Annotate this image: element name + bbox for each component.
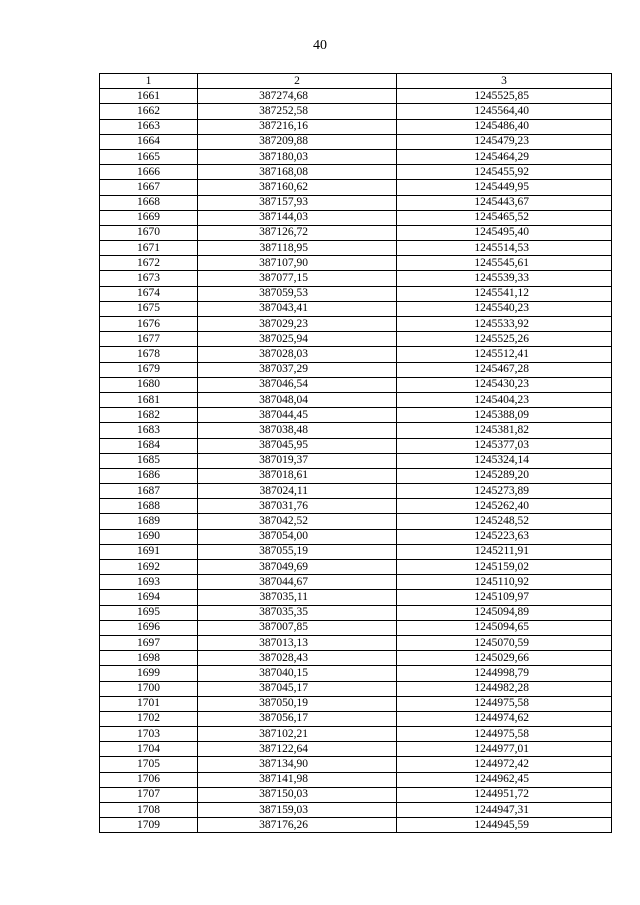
coordinates-table — [99, 73, 612, 833]
y-coordinate-cell: 1245564,40 — [397, 104, 612, 119]
y-coordinate-cell: 1245159,02 — [397, 560, 612, 575]
y-coordinate-cell: 1245404,23 — [397, 392, 612, 407]
point-number-cell: 1705 — [100, 757, 198, 772]
x-coordinate-cell: 387209,88 — [198, 134, 397, 149]
table-header-row — [100, 74, 612, 89]
x-coordinate-cell: 387018,61 — [198, 468, 397, 483]
table-row — [100, 772, 612, 787]
point-number-cell: 1686 — [100, 468, 198, 483]
point-number-cell: 1687 — [100, 484, 198, 499]
point-number-cell: 1706 — [100, 772, 198, 787]
point-number-cell: 1666 — [100, 165, 198, 180]
table-row — [100, 332, 612, 347]
x-coordinate-cell: 387134,90 — [198, 757, 397, 772]
point-number-cell: 1693 — [100, 575, 198, 590]
y-coordinate-cell: 1245289,20 — [397, 468, 612, 483]
table-row — [100, 408, 612, 423]
y-coordinate-cell: 1245262,40 — [397, 499, 612, 514]
table-row — [100, 803, 612, 818]
x-coordinate-cell: 387102,21 — [198, 727, 397, 742]
x-coordinate-cell: 387042,52 — [198, 514, 397, 529]
point-number-cell: 1673 — [100, 271, 198, 286]
point-number-cell: 1692 — [100, 560, 198, 575]
x-coordinate-cell: 387252,58 — [198, 104, 397, 119]
point-number-cell: 1682 — [100, 408, 198, 423]
table-row — [100, 787, 612, 802]
y-coordinate-cell: 1244977,01 — [397, 742, 612, 757]
x-coordinate-cell: 387048,04 — [198, 392, 397, 407]
y-coordinate-cell: 1245455,92 — [397, 165, 612, 180]
x-coordinate-cell: 387044,45 — [198, 408, 397, 423]
table-row — [100, 742, 612, 757]
point-number-cell: 1699 — [100, 666, 198, 681]
x-coordinate-cell: 387168,08 — [198, 165, 397, 180]
table-row — [100, 711, 612, 726]
x-coordinate-cell: 387056,17 — [198, 711, 397, 726]
point-number-cell: 1669 — [100, 210, 198, 225]
point-number-cell: 1681 — [100, 392, 198, 407]
y-coordinate-cell: 1245430,23 — [397, 377, 612, 392]
y-coordinate-cell: 1244951,72 — [397, 787, 612, 802]
y-coordinate-cell: 1245443,67 — [397, 195, 612, 210]
x-coordinate-cell: 387040,15 — [198, 666, 397, 681]
y-coordinate-cell: 1245273,89 — [397, 484, 612, 499]
point-number-cell: 1683 — [100, 423, 198, 438]
x-coordinate-cell: 387141,98 — [198, 772, 397, 787]
y-coordinate-cell: 1245381,82 — [397, 423, 612, 438]
point-number-cell: 1667 — [100, 180, 198, 195]
x-coordinate-cell: 387024,11 — [198, 484, 397, 499]
y-coordinate-cell: 1245539,33 — [397, 271, 612, 286]
y-coordinate-cell: 1245464,29 — [397, 149, 612, 164]
table-row — [100, 468, 612, 483]
x-coordinate-cell: 387050,19 — [198, 696, 397, 711]
x-coordinate-cell: 387019,37 — [198, 453, 397, 468]
point-number-cell: 1679 — [100, 362, 198, 377]
point-number-cell: 1671 — [100, 241, 198, 256]
table-row — [100, 620, 612, 635]
table-row — [100, 666, 612, 681]
table-row — [100, 104, 612, 119]
table-row — [100, 180, 612, 195]
table-row — [100, 392, 612, 407]
point-number-cell: 1700 — [100, 681, 198, 696]
table-row — [100, 377, 612, 392]
y-coordinate-cell: 1245465,52 — [397, 210, 612, 225]
table-row — [100, 271, 612, 286]
x-coordinate-cell: 387159,03 — [198, 803, 397, 818]
y-coordinate-cell: 1244972,42 — [397, 757, 612, 772]
y-coordinate-cell: 1245070,59 — [397, 635, 612, 650]
point-number-cell: 1680 — [100, 377, 198, 392]
table-row — [100, 681, 612, 696]
y-coordinate-cell: 1245094,89 — [397, 605, 612, 620]
x-coordinate-cell: 387077,15 — [198, 271, 397, 286]
x-coordinate-cell: 387037,29 — [198, 362, 397, 377]
table-row — [100, 225, 612, 240]
point-number-cell: 1668 — [100, 195, 198, 210]
point-number-cell: 1685 — [100, 453, 198, 468]
point-number-cell: 1664 — [100, 134, 198, 149]
table-row — [100, 362, 612, 377]
x-coordinate-cell: 387160,62 — [198, 180, 397, 195]
point-number-cell: 1707 — [100, 787, 198, 802]
table-row — [100, 301, 612, 316]
point-number-cell: 1698 — [100, 651, 198, 666]
point-number-cell: 1672 — [100, 256, 198, 271]
column-header: 1 — [100, 74, 198, 89]
point-number-cell: 1661 — [100, 89, 198, 104]
x-coordinate-cell: 387107,90 — [198, 256, 397, 271]
x-coordinate-cell: 387055,19 — [198, 544, 397, 559]
point-number-cell: 1684 — [100, 438, 198, 453]
x-coordinate-cell: 387126,72 — [198, 225, 397, 240]
table-row — [100, 286, 612, 301]
table-row — [100, 119, 612, 134]
x-coordinate-cell: 387046,54 — [198, 377, 397, 392]
y-coordinate-cell: 1245486,40 — [397, 119, 612, 134]
y-coordinate-cell: 1245533,92 — [397, 317, 612, 332]
table-row — [100, 423, 612, 438]
x-coordinate-cell: 387025,94 — [198, 332, 397, 347]
y-coordinate-cell: 1245388,09 — [397, 408, 612, 423]
y-coordinate-cell: 1245377,03 — [397, 438, 612, 453]
point-number-cell: 1678 — [100, 347, 198, 362]
point-number-cell: 1696 — [100, 620, 198, 635]
point-number-cell: 1675 — [100, 301, 198, 316]
y-coordinate-cell: 1245248,52 — [397, 514, 612, 529]
table-row — [100, 605, 612, 620]
table-row — [100, 165, 612, 180]
y-coordinate-cell: 1245029,66 — [397, 651, 612, 666]
table-row — [100, 635, 612, 650]
x-coordinate-cell: 387045,17 — [198, 681, 397, 696]
x-coordinate-cell: 387043,41 — [198, 301, 397, 316]
point-number-cell: 1709 — [100, 818, 198, 833]
table-row — [100, 514, 612, 529]
x-coordinate-cell: 387028,03 — [198, 347, 397, 362]
y-coordinate-cell: 1244975,58 — [397, 696, 612, 711]
y-coordinate-cell: 1245094,65 — [397, 620, 612, 635]
y-coordinate-cell: 1245514,53 — [397, 241, 612, 256]
table-row — [100, 544, 612, 559]
point-number-cell: 1689 — [100, 514, 198, 529]
y-coordinate-cell: 1245110,92 — [397, 575, 612, 590]
y-coordinate-cell: 1244945,59 — [397, 818, 612, 833]
y-coordinate-cell: 1245541,12 — [397, 286, 612, 301]
table-row — [100, 256, 612, 271]
table-row — [100, 818, 612, 833]
y-coordinate-cell: 1245545,61 — [397, 256, 612, 271]
table-row — [100, 529, 612, 544]
point-number-cell: 1676 — [100, 317, 198, 332]
table-row — [100, 210, 612, 225]
x-coordinate-cell: 387180,03 — [198, 149, 397, 164]
column-header: 2 — [198, 74, 397, 89]
point-number-cell: 1665 — [100, 149, 198, 164]
point-number-cell: 1674 — [100, 286, 198, 301]
table-row — [100, 590, 612, 605]
page-number: 40 — [313, 38, 327, 53]
point-number-cell: 1695 — [100, 605, 198, 620]
point-number-cell: 1708 — [100, 803, 198, 818]
x-coordinate-cell: 387045,95 — [198, 438, 397, 453]
x-coordinate-cell: 387028,43 — [198, 651, 397, 666]
y-coordinate-cell: 1244947,31 — [397, 803, 612, 818]
y-coordinate-cell: 1245109,97 — [397, 590, 612, 605]
table-row — [100, 317, 612, 332]
x-coordinate-cell: 387029,23 — [198, 317, 397, 332]
point-number-cell: 1662 — [100, 104, 198, 119]
y-coordinate-cell: 1245525,85 — [397, 89, 612, 104]
x-coordinate-cell: 387035,35 — [198, 605, 397, 620]
table-row — [100, 195, 612, 210]
table-row — [100, 347, 612, 362]
point-number-cell: 1694 — [100, 590, 198, 605]
point-number-cell: 1697 — [100, 635, 198, 650]
y-coordinate-cell: 1245479,23 — [397, 134, 612, 149]
y-coordinate-cell: 1245525,26 — [397, 332, 612, 347]
x-coordinate-cell: 387035,11 — [198, 590, 397, 605]
column-header: 3 — [397, 74, 612, 89]
table-row — [100, 696, 612, 711]
table-row — [100, 453, 612, 468]
x-coordinate-cell: 387044,67 — [198, 575, 397, 590]
point-number-cell: 1701 — [100, 696, 198, 711]
table-row — [100, 575, 612, 590]
x-coordinate-cell: 387122,64 — [198, 742, 397, 757]
x-coordinate-cell: 387274,68 — [198, 89, 397, 104]
point-number-cell: 1677 — [100, 332, 198, 347]
x-coordinate-cell: 387176,26 — [198, 818, 397, 833]
table-row — [100, 651, 612, 666]
y-coordinate-cell: 1245467,28 — [397, 362, 612, 377]
y-coordinate-cell: 1245512,41 — [397, 347, 612, 362]
table-row — [100, 560, 612, 575]
point-number-cell: 1690 — [100, 529, 198, 544]
y-coordinate-cell: 1245540,23 — [397, 301, 612, 316]
point-number-cell: 1704 — [100, 742, 198, 757]
table-row — [100, 89, 612, 104]
y-coordinate-cell: 1245211,91 — [397, 544, 612, 559]
point-number-cell: 1670 — [100, 225, 198, 240]
table-row — [100, 149, 612, 164]
x-coordinate-cell: 387157,93 — [198, 195, 397, 210]
x-coordinate-cell: 387038,48 — [198, 423, 397, 438]
table-row — [100, 757, 612, 772]
x-coordinate-cell: 387031,76 — [198, 499, 397, 514]
table-row — [100, 484, 612, 499]
point-number-cell: 1663 — [100, 119, 198, 134]
x-coordinate-cell: 387144,03 — [198, 210, 397, 225]
x-coordinate-cell: 387059,53 — [198, 286, 397, 301]
y-coordinate-cell: 1245324,14 — [397, 453, 612, 468]
table-row — [100, 438, 612, 453]
y-coordinate-cell: 1244975,58 — [397, 727, 612, 742]
x-coordinate-cell: 387054,00 — [198, 529, 397, 544]
y-coordinate-cell: 1244998,79 — [397, 666, 612, 681]
point-number-cell: 1688 — [100, 499, 198, 514]
point-number-cell: 1691 — [100, 544, 198, 559]
x-coordinate-cell: 387049,69 — [198, 560, 397, 575]
x-coordinate-cell: 387118,95 — [198, 241, 397, 256]
table-row — [100, 499, 612, 514]
x-coordinate-cell: 387013,13 — [198, 635, 397, 650]
y-coordinate-cell: 1244962,45 — [397, 772, 612, 787]
x-coordinate-cell: 387007,85 — [198, 620, 397, 635]
y-coordinate-cell: 1245449,95 — [397, 180, 612, 195]
table-row — [100, 241, 612, 256]
point-number-cell: 1702 — [100, 711, 198, 726]
point-number-cell: 1703 — [100, 727, 198, 742]
y-coordinate-cell: 1244974,62 — [397, 711, 612, 726]
table-row — [100, 134, 612, 149]
y-coordinate-cell: 1245495,40 — [397, 225, 612, 240]
y-coordinate-cell: 1244982,28 — [397, 681, 612, 696]
y-coordinate-cell: 1245223,63 — [397, 529, 612, 544]
x-coordinate-cell: 387216,16 — [198, 119, 397, 134]
x-coordinate-cell: 387150,03 — [198, 787, 397, 802]
table-body — [100, 89, 612, 833]
table-row — [100, 727, 612, 742]
